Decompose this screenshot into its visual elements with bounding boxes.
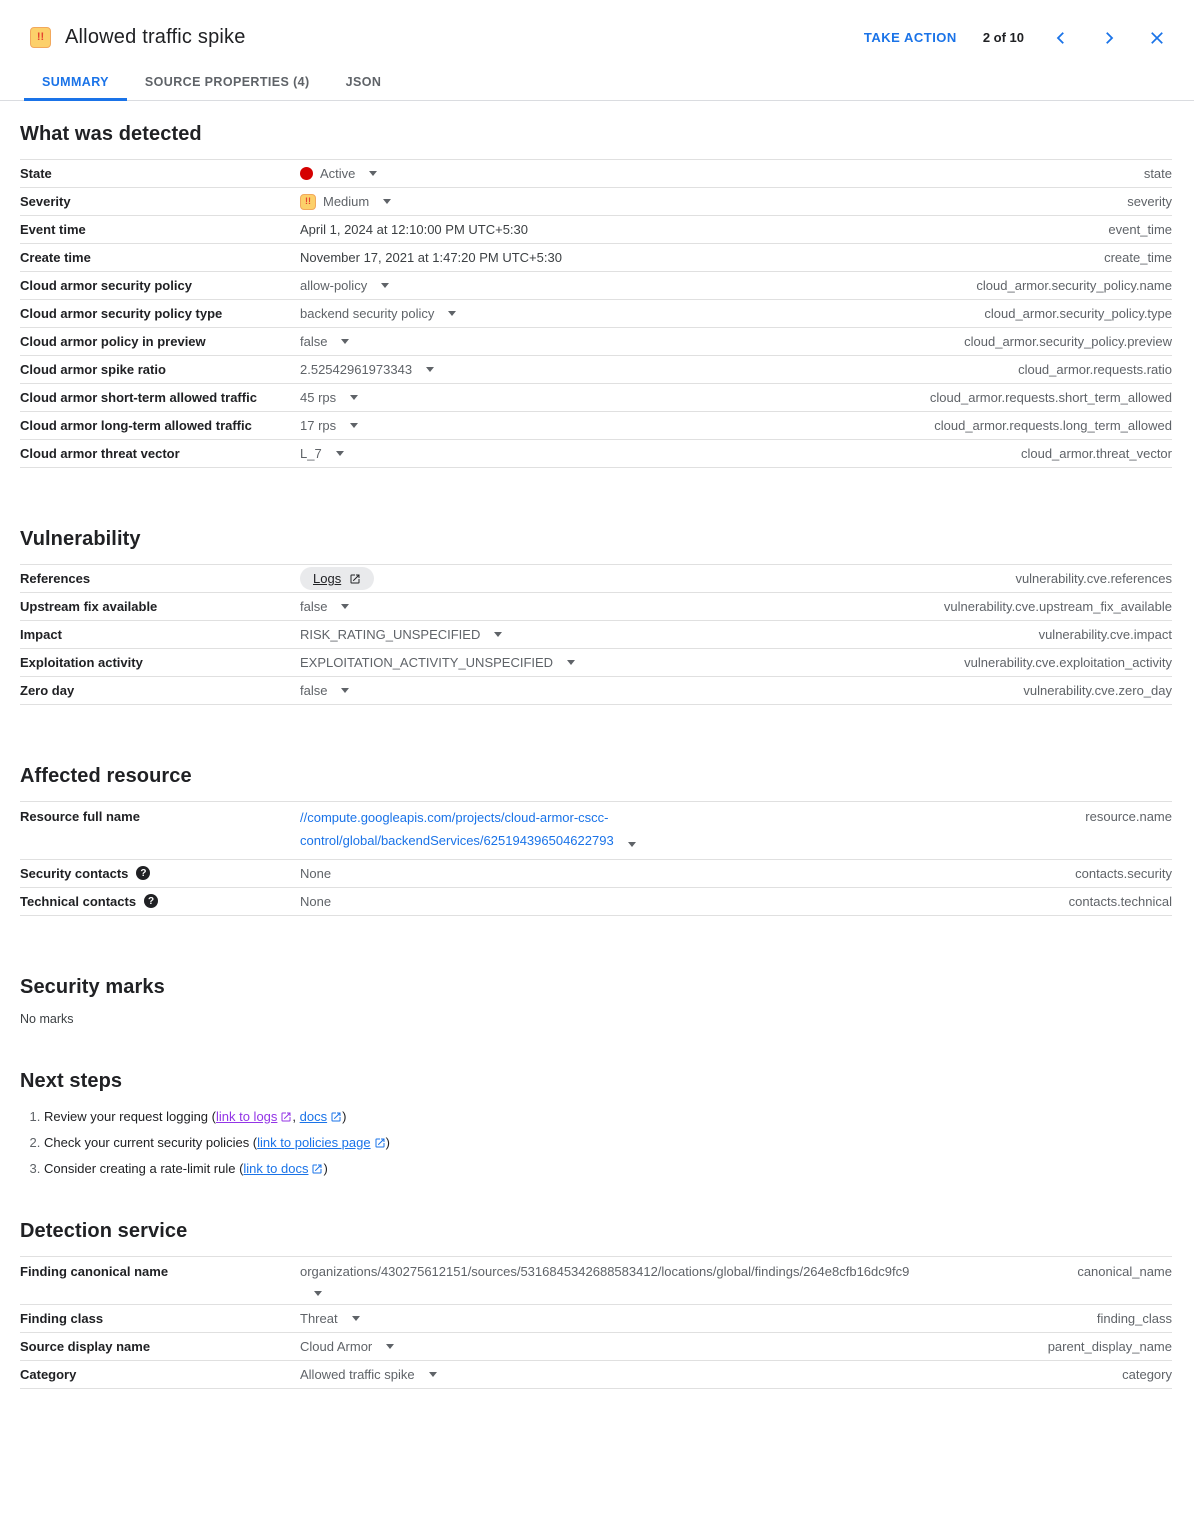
table-row (20, 860, 1172, 888)
attribute-name: vulnerability.cve.exploitation_activity (964, 655, 1172, 670)
pagination-counter: 2 of 10 (982, 30, 1024, 45)
section-title: Detection service (20, 1219, 188, 1242)
table-row (20, 1257, 1172, 1306)
chevron-down-icon[interactable] (426, 367, 434, 372)
attribute-name: vulnerability.cve.zero_day (1023, 683, 1172, 698)
attribute-name: finding_class (1096, 1311, 1172, 1327)
list-item: 3. Consider creating a rate-limit rule (link to docs ) (44, 1161, 1172, 1176)
field-value: organizations/430275612151/sources/5316845342688583412/locations/global/findings/264e8cfb16dc9fc9 (300, 1263, 910, 1279)
link-to-docs[interactable]: link to docs (243, 1161, 323, 1176)
field-label: Resource full name (20, 809, 140, 824)
section-title: Affected resource (20, 765, 192, 787)
field-label: Cloud armor long-term allowed traffic (20, 418, 252, 433)
chevron-down-icon[interactable] (429, 1372, 437, 1377)
table-row (20, 356, 1172, 384)
chevron-down-icon[interactable] (336, 451, 344, 456)
chevron-down-icon[interactable] (341, 339, 349, 344)
table-row (20, 216, 1172, 244)
field-label: Finding class (20, 1311, 104, 1327)
attribute-name: cloud_armor.requests.long_term_allowed (934, 418, 1172, 433)
field-label: Exploitation activity (20, 655, 143, 670)
chevron-down-icon[interactable] (386, 1344, 394, 1349)
table-row (20, 802, 1172, 860)
field-label: Zero day (20, 683, 75, 698)
field-value: false (300, 334, 328, 349)
attribute-name: parent_display_name (1047, 1339, 1172, 1355)
tab-json[interactable]: JSON (345, 75, 382, 89)
table-row (20, 649, 1172, 677)
logs-chip-label: Logs (313, 571, 342, 586)
attribute-name: cloud_armor.security_policy.name (976, 278, 1172, 293)
field-value: RISK_RATING_UNSPECIFIED (300, 627, 481, 642)
previous-finding-button[interactable] (1050, 27, 1072, 49)
attribute-name: contacts.technical (1068, 893, 1172, 909)
table-row (20, 412, 1172, 440)
field-label: State (20, 166, 52, 181)
severity-medium-icon: !! (300, 194, 316, 210)
field-label: Event time (20, 222, 86, 237)
field-label: Upstream fix available (20, 599, 158, 614)
table-row (20, 440, 1172, 468)
field-label: Cloud armor threat vector (20, 446, 180, 461)
field-label: Technical contacts (20, 893, 137, 909)
external-link-icon (374, 1137, 386, 1149)
chevron-down-icon[interactable] (381, 283, 389, 288)
no-marks-text: No marks (20, 1011, 74, 1026)
attribute-name: vulnerability.cve.upstream_fix_available (943, 599, 1172, 614)
field-label: Cloud armor security policy (20, 278, 192, 293)
tab-summary[interactable]: SUMMARY (24, 65, 127, 101)
page-title: Allowed traffic spike (65, 26, 246, 48)
summary-panel (0, 123, 1194, 1449)
chevron-down-icon[interactable] (628, 842, 636, 847)
chevron-down-icon[interactable] (314, 1291, 322, 1296)
field-label: Security contacts (20, 865, 129, 881)
state-active-icon (300, 167, 313, 180)
close-button[interactable] (1146, 27, 1168, 49)
link-to-logs[interactable]: link to logs (216, 1109, 292, 1124)
external-link-icon (280, 1111, 292, 1123)
field-value: false (300, 599, 328, 614)
table-row (20, 888, 1172, 916)
external-link-icon (349, 573, 361, 585)
section-what-was-detected (20, 123, 1172, 468)
attribute-name: create_time (1104, 250, 1172, 265)
section-security-marks (20, 976, 1172, 1026)
section-title: What was detected (20, 123, 202, 145)
chevron-down-icon[interactable] (350, 395, 358, 400)
section-title: Security marks (20, 975, 165, 998)
attribute-name: cloud_armor.requests.ratio (1018, 362, 1172, 377)
chevron-down-icon[interactable] (383, 199, 391, 204)
field-label: Category (20, 1367, 77, 1383)
attribute-name: vulnerability.cve.impact (1038, 627, 1172, 642)
section-detection-service (20, 1220, 1172, 1390)
finding-header (0, 0, 1194, 49)
attribute-name: cloud_armor.threat_vector (1020, 446, 1172, 461)
field-value: November 17, 2021 at 1:47:20 PM UTC+5:30 (300, 250, 562, 265)
attribute-name: event_time (1108, 222, 1172, 237)
field-label: Finding canonical name (20, 1263, 169, 1279)
field-value: Cloud Armor (300, 1339, 373, 1355)
table-row (20, 621, 1172, 649)
field-label: Cloud armor spike ratio (20, 362, 166, 377)
link-to-policies-page[interactable]: link to policies page (257, 1135, 385, 1150)
section-next-steps (20, 1070, 1172, 1176)
table-row (20, 188, 1172, 216)
field-value: false (300, 683, 328, 698)
table-row (20, 244, 1172, 272)
help-icon[interactable]: ? (136, 866, 150, 880)
help-icon[interactable]: ? (144, 894, 158, 908)
field-label: Source display name (20, 1339, 151, 1355)
section-title: Next steps (20, 1069, 123, 1092)
field-value: 45 rps (300, 390, 337, 405)
field-label: Impact (20, 627, 62, 642)
next-finding-button[interactable] (1098, 27, 1120, 49)
chevron-down-icon[interactable] (341, 688, 349, 693)
table-row (20, 1333, 1172, 1361)
severity-medium-icon: !! (30, 27, 51, 48)
attribute-name: category (1122, 1367, 1172, 1383)
field-value: Threat (300, 1311, 338, 1327)
chevron-left-icon (1052, 29, 1070, 47)
field-value: Medium (323, 194, 370, 209)
field-value: allow-policy (300, 278, 368, 293)
section-vulnerability (20, 528, 1172, 705)
field-label: Create time (20, 250, 91, 265)
chevron-down-icon[interactable] (341, 604, 349, 609)
chevron-down-icon[interactable] (369, 171, 377, 176)
attribute-name: canonical_name (1077, 1263, 1172, 1279)
field-value: L_7 (300, 446, 322, 461)
logs-chip-button[interactable] (300, 567, 374, 590)
field-value: backend security policy (300, 306, 435, 321)
list-item: 2. Check your current security policies (link to policies page ) (44, 1135, 1172, 1150)
chevron-down-icon[interactable] (567, 660, 575, 665)
table-row (20, 160, 1172, 188)
external-link-icon (330, 1111, 342, 1123)
chevron-down-icon[interactable] (494, 632, 502, 637)
field-value: 2.52542961973343 (300, 362, 413, 377)
attribute-name: cloud_armor.requests.short_term_allowed (929, 390, 1172, 405)
field-value: Active (320, 166, 356, 181)
take-action-button[interactable]: TAKE ACTION (863, 30, 957, 45)
tab-bar (0, 65, 1194, 101)
table-row (20, 272, 1172, 300)
link-to-docs[interactable]: docs (300, 1109, 342, 1124)
field-value: April 1, 2024 at 12:10:00 PM UTC+5:30 (300, 222, 528, 237)
chevron-down-icon[interactable] (448, 311, 456, 316)
field-value: EXPLOITATION_ACTIVITY_UNSPECIFIED (300, 655, 554, 670)
table-row (20, 384, 1172, 412)
attribute-name: state (1143, 166, 1172, 181)
attribute-name: severity (1127, 194, 1172, 209)
table-row (20, 1361, 1172, 1389)
next-steps-list (20, 1109, 1172, 1176)
table-row (20, 593, 1172, 621)
field-value: None (300, 865, 332, 881)
attribute-name: cloud_armor.security_policy.type (984, 306, 1172, 321)
table-row (20, 300, 1172, 328)
resource-full-name-link[interactable]: //compute.googleapis.com/projects/cloud-armor-cscc- control/global/backendServices/625194396504622793 (300, 810, 614, 848)
field-value: Allowed traffic spike (300, 1367, 415, 1383)
chevron-down-icon[interactable] (352, 1316, 360, 1321)
field-label: Severity (20, 194, 71, 209)
attribute-name: cloud_armor.security_policy.preview (964, 334, 1172, 349)
table-row (20, 1305, 1172, 1333)
field-label: Cloud armor policy in preview (20, 334, 206, 349)
field-label: Cloud armor short-term allowed traffic (20, 390, 257, 405)
table-row (20, 565, 1172, 593)
table-row (20, 677, 1172, 705)
list-item: 1. Review your request logging (link to logs , docs ) (44, 1109, 1172, 1124)
field-value: None (300, 893, 332, 909)
tab-source-properties[interactable]: SOURCE PROPERTIES (4) (144, 75, 310, 89)
chevron-down-icon[interactable] (350, 423, 358, 428)
attribute-name: contacts.security (1075, 865, 1172, 881)
attribute-name: vulnerability.cve.references (1015, 571, 1172, 586)
attribute-name: resource.name (1085, 809, 1172, 824)
field-label: Cloud armor security policy type (20, 306, 223, 321)
field-value: 17 rps (300, 418, 337, 433)
table-row (20, 328, 1172, 356)
field-label: References (20, 571, 91, 586)
section-affected-resource (20, 765, 1172, 916)
external-link-icon (311, 1163, 323, 1175)
chevron-right-icon (1100, 29, 1118, 47)
section-title: Vulnerability (20, 528, 141, 550)
close-icon (1148, 29, 1166, 47)
